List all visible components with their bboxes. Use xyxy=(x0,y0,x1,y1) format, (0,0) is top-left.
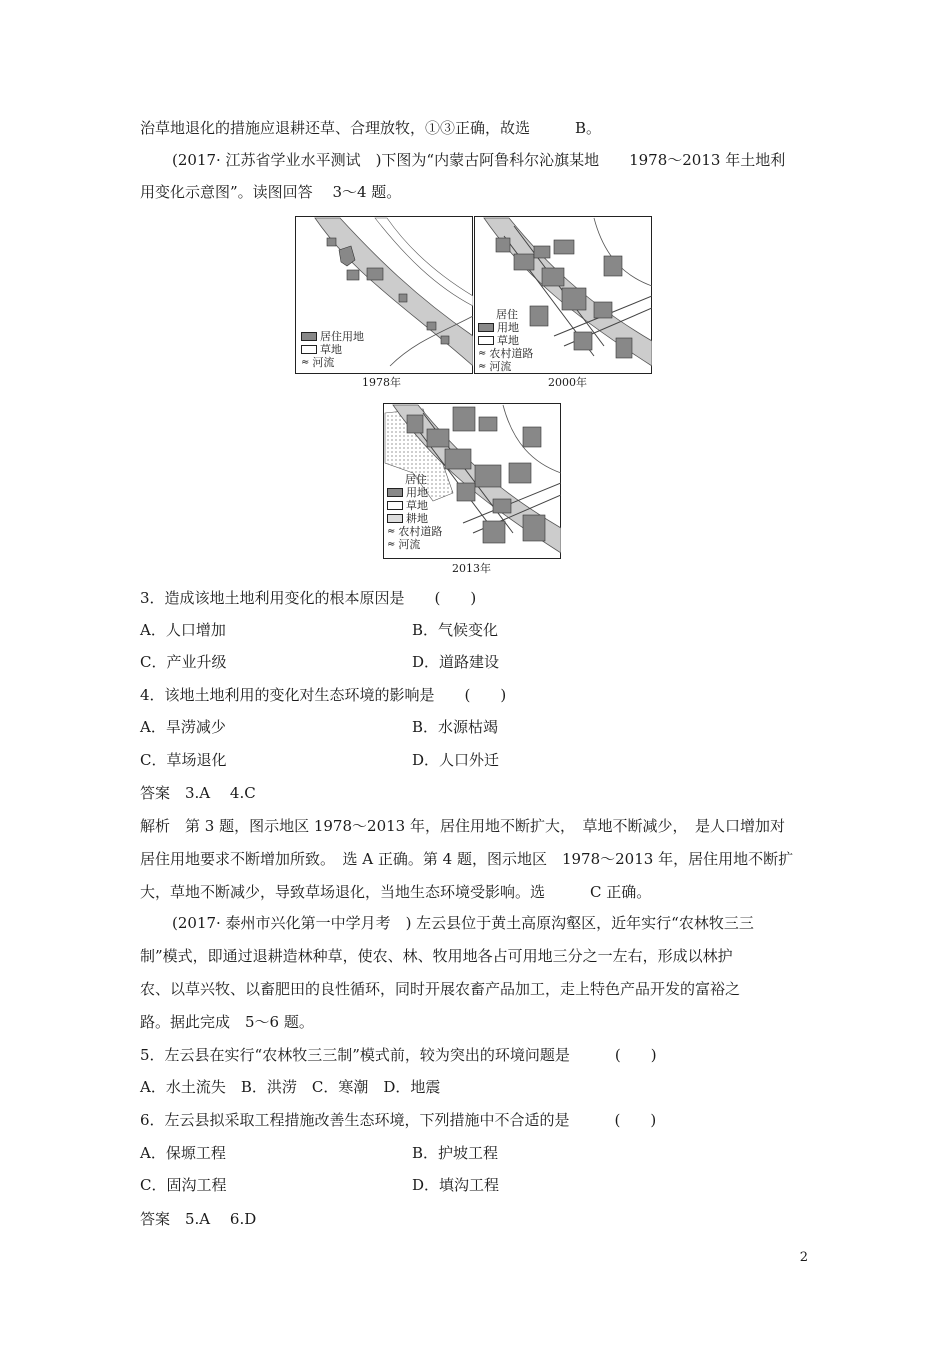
legend-label: 居住 xyxy=(405,473,427,486)
q3-option-d: D．道路建设 xyxy=(412,653,500,671)
map-1978: 居住用地 草地 ≈ 河流 xyxy=(295,216,473,374)
q3-option-b: B．气候变化 xyxy=(412,621,499,639)
passage-line: 路。据此完成 5～6 题。 xyxy=(140,1013,314,1031)
page-number: 2 xyxy=(799,1250,808,1265)
q4-option-b: B．水源枯竭 xyxy=(412,718,499,736)
map-year-label: 2000年 xyxy=(548,376,587,389)
legend-label: 农村道路 xyxy=(489,347,534,360)
legend-label: 草地 xyxy=(320,343,342,356)
answer-3-4: 答案 3.A 4.C xyxy=(140,784,256,802)
q5-options: A．水土流失 B．洪涝 C．寒潮 D．地震 xyxy=(140,1078,441,1096)
q4-option-d: D．人口外迁 xyxy=(412,751,500,769)
map-2013: 居住 用地 草地 耕地 ≈ 农村道路 ≈ 河流 xyxy=(383,403,561,559)
passage-line: (2017· 泰州市兴化第一中学月考 ) 左云县位于黄土高原沟壑区，近年实行“农林牧三三 xyxy=(172,914,754,932)
passage-line: 制”模式，即通过退耕造林种草，使农、林、牧用地各占可用地三分之一左右，形成以林护 xyxy=(140,947,733,965)
q4-option-c: C．草场退化 xyxy=(140,751,227,769)
explanation-line: 居住用地要求不断增加所致。 选 A 正确。第 4 题，图示地区 1978～2013 年，居住用地不断扩 xyxy=(140,850,794,868)
question-6: 6．左云县拟采取工程措施改善生态环境，下列措施中不合适的是 ( ) xyxy=(140,1111,657,1129)
map-year-label: 1978年 xyxy=(362,376,401,389)
explanation-line: 大，草地不断减少，导致草场退化，当地生态环境受影响。选 C 正确。 xyxy=(140,883,652,901)
q3-option-c: C．产业升级 xyxy=(140,653,227,671)
map-2000: 居住 用地 草地 ≈ 农村道路 ≈ 河流 xyxy=(474,216,652,374)
q6-option-a: A．保塬工程 xyxy=(140,1144,226,1162)
legend-label: 河流 xyxy=(312,356,335,369)
passage-line: 农、以草兴牧、以畜肥田的良性循环，同时开展农畜产品加工，走上特色产品开发的富裕之 xyxy=(140,980,741,998)
explanation-line: 解析 第 3 题，图示地区 1978～2013 年，居住用地不断扩大， 草地不断减少， 是人口增加对 xyxy=(140,817,785,835)
question-4: 4．该地土地利用的变化对生态环境的影响是 ( ) xyxy=(140,686,507,704)
legend-label: 草地 xyxy=(497,334,519,347)
legend-label: 河流 xyxy=(398,538,421,551)
q6-option-d: D．填沟工程 xyxy=(412,1176,500,1194)
q6-option-b: B．护坡工程 xyxy=(412,1144,499,1162)
legend-label: 居住 xyxy=(496,308,518,321)
legend-label: 耕地 xyxy=(406,512,428,525)
text-line: 用变化示意图”。读图回答 3～4 题。 xyxy=(140,183,402,201)
legend-label: 河流 xyxy=(489,360,512,373)
q4-option-a: A．旱涝减少 xyxy=(140,718,226,736)
legend-label: 用地 xyxy=(497,321,519,334)
answer-5-6: 答案 5.A 6.D xyxy=(140,1210,257,1228)
text-line: (2017· 江苏省学业水平测试 )下图为“内蒙古阿鲁科尔沁旗某地 1978～2013 年土地利 xyxy=(172,151,786,169)
legend-label: 用地 xyxy=(406,486,428,499)
legend-label: 农村道路 xyxy=(398,525,443,538)
legend-label: 居住用地 xyxy=(320,330,364,343)
q3-option-a: A．人口增加 xyxy=(140,621,226,639)
legend-label: 草地 xyxy=(406,499,428,512)
text-line: 治草地退化的措施应退耕还草、合理放牧，①③正确，故选 B。 xyxy=(140,119,602,137)
question-5: 5．左云县在实行“农林牧三三制”模式前，较为突出的环境问题是 ( ) xyxy=(140,1046,657,1064)
question-3: 3．造成该地土地利用变化的根本原因是 ( ) xyxy=(140,589,477,607)
map-year-label: 2013年 xyxy=(452,562,491,575)
q6-option-c: C．固沟工程 xyxy=(140,1176,227,1194)
